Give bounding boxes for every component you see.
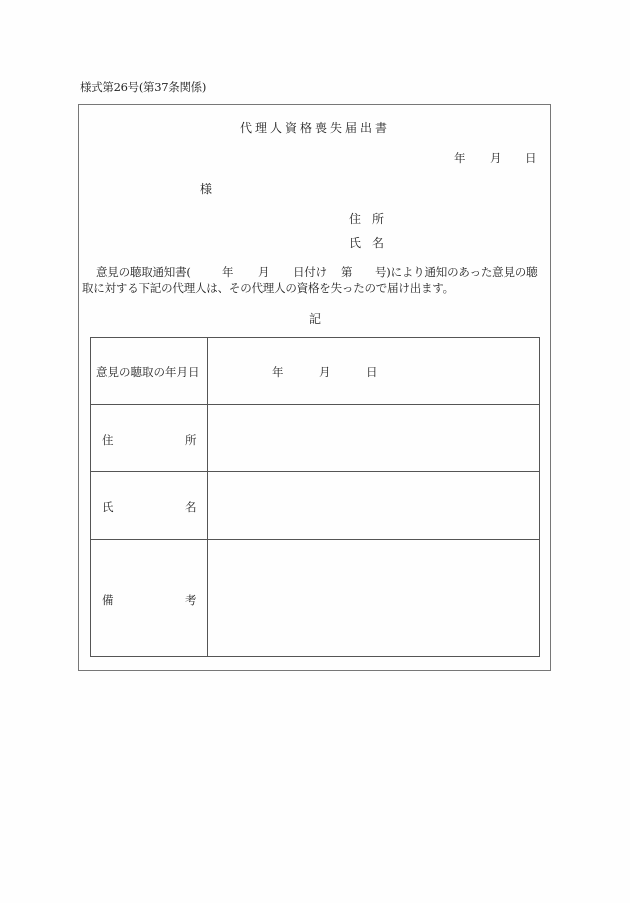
body-text-dated: 日付け — [293, 265, 327, 279]
applicant-address-label-2: 所 — [372, 212, 385, 226]
row-hearing-date-label: 意見の聴取の年月日 — [96, 365, 200, 379]
date-year-label: 年 — [454, 151, 466, 165]
body-text-line2: 取に対する下記の代理人は、その代理人の資格を失ったので届け出ます。 — [82, 281, 454, 295]
date-month-label: 月 — [490, 151, 502, 165]
details-table — [90, 337, 540, 657]
body-text-month: 月 — [258, 265, 270, 279]
row-remarks-label-2: 考 — [185, 593, 197, 607]
row-address-label-2: 所 — [185, 433, 197, 447]
ki-heading: 記 — [309, 312, 322, 326]
body-text-dai: 第 — [341, 265, 353, 279]
applicant-address-label-1: 住 — [349, 212, 362, 226]
body-text-go: 号)により通知のあった意見の聴 — [375, 265, 538, 279]
row-name-label-1: 氏 — [102, 500, 114, 514]
applicant-name-label-1: 氏 — [349, 236, 362, 250]
form-number: 様式第26号(第37条関係) — [80, 80, 207, 94]
body-text-year: 年 — [222, 265, 234, 279]
row-hearing-date-day: 日 — [366, 365, 378, 379]
row-hearing-date-month: 月 — [319, 365, 331, 379]
table-row-divider — [90, 539, 540, 540]
row-name-label-2: 名 — [185, 500, 197, 514]
row-remarks-label-1: 備 — [102, 593, 114, 607]
date-day-label: 日 — [525, 151, 537, 165]
table-row-divider — [90, 404, 540, 405]
document-title: 代理人資格喪失届出書 — [239, 121, 390, 135]
table-column-divider — [207, 337, 208, 657]
row-hearing-date-year: 年 — [272, 365, 284, 379]
row-address-label-1: 住 — [102, 433, 114, 447]
applicant-name-label-2: 名 — [372, 236, 385, 250]
addressee-suffix: 様 — [200, 182, 213, 196]
table-row-divider — [90, 471, 540, 472]
body-text-notice: 意見の聴取通知書( — [96, 265, 191, 279]
